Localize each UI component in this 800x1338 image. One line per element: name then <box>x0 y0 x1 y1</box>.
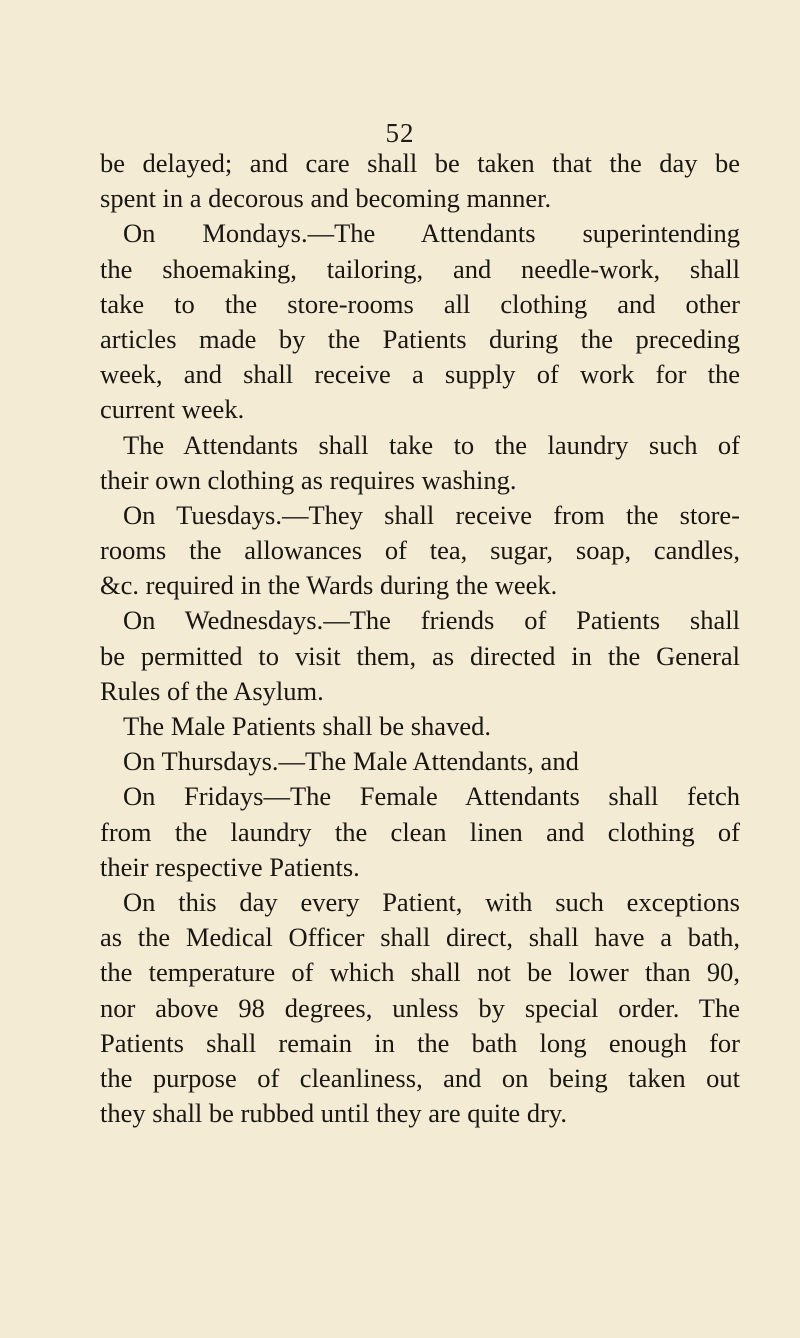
text-line: from the laundry the clean linen and clothing of <box>100 816 740 847</box>
text-line: be delayed; and care shall be taken that the day be <box>100 148 740 178</box>
text-line: take to the store-rooms all clothing and other <box>100 288 740 319</box>
text-line: The Attendants shall take to the laundry such of <box>123 429 740 460</box>
text-line: week, and shall receive a supply of work for the <box>100 359 740 390</box>
text-line: On this day every Patient, with such exceptions <box>123 886 740 917</box>
text-line: &c. required in the Wards during the week. <box>100 570 558 601</box>
text-line: their respective Patients. <box>100 851 360 882</box>
text-line: On Thursdays.—The Male Attendants, and <box>123 746 579 777</box>
text-line: they shall be rubbed until they are quite dry. <box>100 1098 568 1129</box>
text-line: Patients shall remain in the bath long enough for <box>100 1027 740 1058</box>
text-line: current week. <box>100 394 245 425</box>
text-line: be permitted to visit them, as directed in the General <box>100 640 740 671</box>
text-line: articles made by the Patients during the preceding <box>100 323 740 354</box>
text-line: their own clothing as requires washing. <box>100 464 517 495</box>
page-number: 52 <box>385 118 415 148</box>
text-line: On Mondays.—The Attendants superintending <box>123 218 740 249</box>
body-text <box>100 146 740 1131</box>
text-line: rooms the allowances of tea, sugar, soap, candles, <box>100 535 740 566</box>
text-line: the temperature of which shall not be lower than 90, <box>100 957 740 988</box>
text-line: nor above 98 degrees, unless by special order. The <box>100 992 740 1023</box>
text-line: On Wednesdays.—The friends of Patients shall <box>123 605 740 636</box>
text-line: the shoemaking, tailoring, and needle-work, shall <box>100 253 740 284</box>
text-line: On Tuesdays.—They shall receive from the store- <box>123 499 740 530</box>
text-line: On Fridays—The Female Attendants shall fetch <box>123 781 740 812</box>
text-line: Rules of the Asylum. <box>100 675 324 706</box>
text-line: spent in a decorous and becoming manner. <box>100 183 552 214</box>
text-line: The Male Patients shall be shaved. <box>123 711 491 741</box>
text-line: the purpose of cleanliness, and on being taken out <box>100 1062 740 1093</box>
text-line: as the Medical Officer shall direct, shall have a bath, <box>100 922 740 953</box>
